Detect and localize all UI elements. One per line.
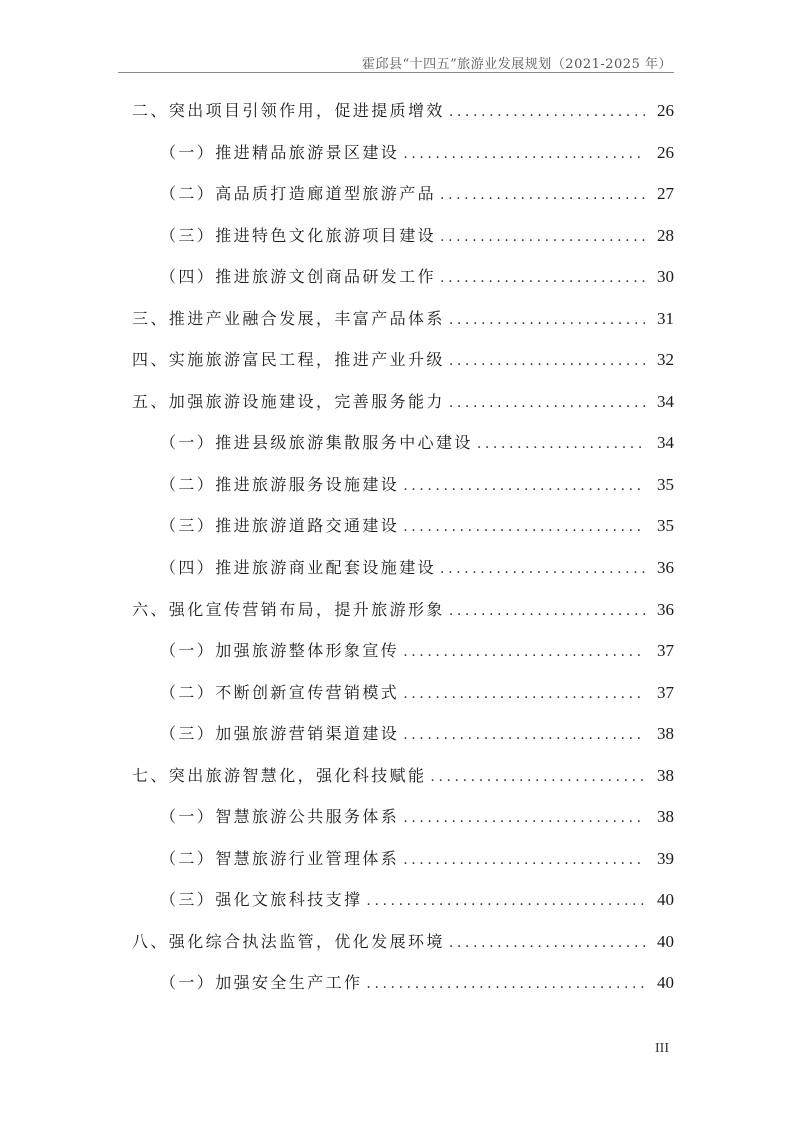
toc-entry-page: 38 — [657, 807, 674, 827]
toc-entry-title: （一）智慧旅游公共服务体系 — [160, 807, 400, 827]
toc-entry[interactable] — [132, 970, 674, 1012]
toc-entry[interactable] — [132, 680, 674, 722]
toc-entry-title: 五、加强旅游设施建设，完善服务能力 — [132, 391, 445, 411]
toc-entry-title: 三、推进产业融合发展，丰富产品体系 — [132, 308, 445, 328]
toc-entry[interactable] — [132, 181, 674, 223]
toc-entry-title: （二）智慧旅游行业管理体系 — [160, 848, 400, 868]
toc-entry-title: （三）强化文旅科技支撑 — [160, 890, 363, 910]
toc-entry-title: 四、实施旅游富民工程，推进产业升级 — [132, 350, 445, 370]
dot-leader — [440, 187, 646, 203]
toc-entry[interactable] — [132, 597, 674, 639]
dot-leader — [440, 229, 646, 245]
toc-entry-title: （一）加强旅游整体形象宣传 — [160, 641, 400, 661]
toc-entry[interactable] — [132, 721, 674, 763]
toc-entry-page: 40 — [657, 890, 674, 910]
toc-entry-page: 32 — [657, 350, 674, 370]
dot-leader — [440, 561, 646, 577]
toc-entry[interactable] — [132, 347, 674, 389]
toc-entry[interactable] — [132, 638, 674, 680]
toc-entry-page: 36 — [657, 558, 674, 578]
toc-entry[interactable] — [132, 887, 674, 929]
toc-entry-page: 40 — [657, 973, 674, 993]
toc-entry-title: （三）加强旅游营销渠道建设 — [160, 724, 400, 744]
toc-entry-page: 37 — [657, 641, 674, 661]
toc-entry-page: 35 — [657, 474, 674, 494]
toc-entry-page: 34 — [657, 391, 674, 411]
toc-entry[interactable] — [132, 306, 674, 348]
dot-leader — [403, 727, 646, 743]
toc-entry-page: 37 — [657, 682, 674, 702]
toc-entry-page: 28 — [657, 225, 674, 245]
document-title: 霍邱县“十四五”旅游业发展规划（2021-2025 年） — [362, 57, 672, 72]
dot-leader — [366, 976, 646, 992]
toc-entry-page: 30 — [657, 267, 674, 287]
table-of-contents — [132, 98, 674, 1012]
toc-entry[interactable] — [132, 846, 674, 888]
toc-entry[interactable] — [132, 98, 674, 140]
toc-entry[interactable] — [132, 430, 674, 472]
dot-leader — [449, 935, 646, 951]
toc-entry[interactable] — [132, 804, 674, 846]
toc-entry[interactable] — [132, 555, 674, 597]
dot-leader — [403, 519, 646, 535]
dot-leader — [440, 270, 646, 286]
dot-leader — [403, 852, 646, 868]
toc-entry[interactable] — [132, 513, 674, 555]
toc-entry-page: 36 — [657, 599, 674, 619]
toc-entry[interactable] — [132, 140, 674, 182]
toc-entry-page: 34 — [657, 433, 674, 453]
toc-entry-title: 八、强化综合执法监管，优化发展环境 — [132, 931, 445, 951]
toc-entry-page: 35 — [657, 516, 674, 536]
toc-entry-page: 39 — [657, 848, 674, 868]
toc-entry-title: 二、突出项目引领作用，促进提质增效 — [132, 101, 445, 120]
dot-leader — [449, 353, 646, 369]
toc-entry-page: 27 — [657, 184, 674, 204]
toc-entry-title: （一）推进县级旅游集散服务中心建设 — [160, 433, 473, 453]
toc-entry[interactable] — [132, 472, 674, 514]
toc-entry-page: 38 — [657, 724, 674, 744]
dot-leader — [449, 395, 646, 411]
dot-leader — [403, 478, 646, 494]
toc-entry-title: （四）推进旅游文创商品研发工作 — [160, 267, 437, 287]
dot-leader — [366, 893, 646, 909]
toc-entry-title: （四）推进旅游商业配套设施建设 — [160, 558, 437, 578]
dot-leader — [430, 769, 646, 785]
dot-leader — [403, 810, 646, 826]
dot-leader — [403, 644, 646, 660]
toc-entry-page: 40 — [657, 931, 674, 951]
toc-entry-title: 六、强化宣传营销布局，提升旅游形象 — [132, 599, 445, 619]
dot-leader — [403, 146, 646, 162]
dot-leader — [449, 104, 646, 120]
dot-leader — [403, 686, 646, 702]
toc-entry-title: （一）加强安全生产工作 — [160, 973, 363, 993]
toc-entry-page: 38 — [657, 765, 674, 785]
toc-entry-title: 七、突出旅游智慧化，强化科技赋能 — [132, 765, 427, 785]
dot-leader — [449, 603, 646, 619]
toc-entry-title: （二）推进旅游服务设施建设 — [160, 474, 400, 494]
toc-entry-title: （一）推进精品旅游景区建设 — [160, 142, 400, 162]
running-header — [118, 48, 674, 73]
toc-entry-title: （二）不断创新宣传营销模式 — [160, 682, 400, 702]
toc-entry-title: （二）高品质打造廊道型旅游产品 — [160, 184, 437, 204]
toc-entry[interactable] — [132, 223, 674, 265]
toc-entry[interactable] — [132, 264, 674, 306]
toc-entry[interactable] — [132, 389, 674, 431]
toc-entry-page: 26 — [657, 142, 674, 162]
toc-entry[interactable] — [132, 929, 674, 971]
dot-leader — [477, 436, 646, 452]
toc-entry-title: （三）推进旅游道路交通建设 — [160, 516, 400, 536]
dot-leader — [449, 312, 646, 328]
toc-entry-title: （三）推进特色文化旅游项目建设 — [160, 225, 437, 245]
page-number: III — [655, 1041, 669, 1056]
toc-entry-page: 26 — [657, 101, 674, 120]
toc-entry[interactable] — [132, 763, 674, 805]
toc-entry-page: 31 — [657, 308, 674, 328]
